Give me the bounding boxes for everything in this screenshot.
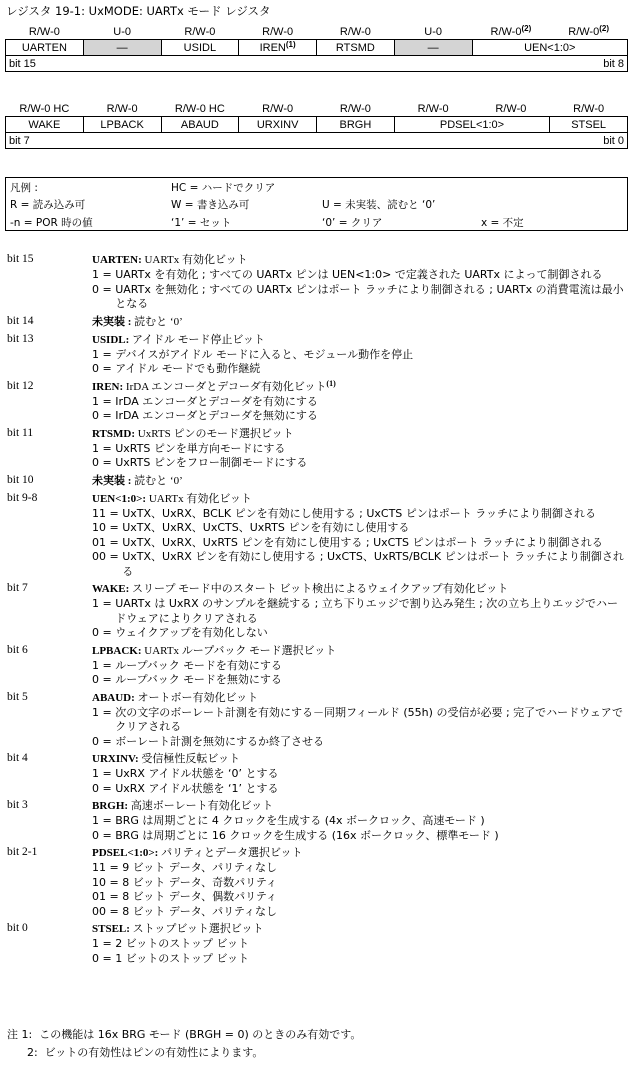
- bit-value-line: [92, 521, 629, 536]
- bit-number: bit 13: [7, 332, 34, 345]
- access-type-text: R/W-0: [573, 102, 605, 115]
- bit-name-cell: [550, 117, 628, 133]
- bit-value-line: [92, 782, 629, 797]
- bit-value: 00 =: [92, 550, 123, 563]
- bit-field-title: オートボー有効化ビット: [134, 691, 259, 704]
- legend-clear: ‘0’ = クリア: [322, 217, 383, 229]
- notes: [7, 1026, 361, 1062]
- bit-field-name: IREN:: [92, 380, 124, 393]
- bit-value: 0 =: [92, 456, 116, 469]
- legend-hc: HC = ハードでクリア: [171, 182, 276, 194]
- bit-value-meaning: UxTX、UxRX、UxCTS、UxRTS ピンを有効にし使用する: [122, 521, 410, 534]
- legend-box: [5, 177, 628, 231]
- bit-number: bit 10: [7, 473, 34, 486]
- bit-name-cell: [317, 117, 395, 133]
- access-type: [161, 101, 239, 117]
- bit-value-meaning: UARTx は UxRX のサンプルを継続する ; 立ち下りエッジで割り込み発生 ; 次の立ち上りエッジでハードウェアによりクリアされる: [115, 597, 619, 625]
- bit-name-cell: [83, 40, 161, 56]
- access-type: [6, 24, 84, 40]
- bit-name: BRGH: [339, 118, 372, 131]
- bit-value-meaning: 8 ビット データ、偶数パリティ: [122, 890, 278, 903]
- bit-value: 0 =: [92, 951, 116, 965]
- bit-entry: [7, 752, 629, 796]
- bit-value: 1 =: [92, 597, 116, 610]
- bit-description: [92, 582, 629, 641]
- bit-heading: [92, 380, 629, 395]
- bit-value: 1 =: [92, 658, 116, 672]
- access-type: [550, 24, 628, 40]
- bit-value-meaning: デバイスがアイドル モードに入ると、モジュール動作を停止: [115, 347, 414, 361]
- access-type-note: (2): [599, 24, 609, 33]
- bit-heading: [92, 644, 629, 659]
- bit-heading: [92, 315, 629, 330]
- bit-left-label: bit 15: [9, 57, 36, 70]
- bit-right-label: bit 8: [603, 57, 624, 70]
- access-type: [550, 101, 628, 117]
- bit-number: bit 2-1: [7, 846, 38, 858]
- bit-name: STSEL: [571, 118, 607, 131]
- bit-name-cell: [317, 40, 395, 56]
- bit-field-name: RTSMD:: [92, 427, 136, 440]
- access-type-text: U-0: [113, 25, 131, 38]
- bit-number-row: [6, 133, 628, 149]
- bit-value: 10 =: [92, 875, 123, 889]
- bit-value-line: [92, 395, 629, 410]
- bit-value-line: [92, 876, 629, 891]
- access-type-note: (2): [521, 24, 532, 33]
- bit-value: 1 =: [92, 705, 116, 719]
- bit-name: USIDL: [183, 41, 217, 54]
- bit-description: [92, 427, 629, 471]
- bit-value-line: [92, 767, 629, 782]
- bit-value-meaning: UxRX アイドル状態を ‘0’ とする: [115, 767, 279, 780]
- access-type-text: R/W-0: [262, 25, 294, 38]
- legend-u: U = 未実装、読むと ‘0’: [322, 199, 436, 211]
- bit-field-name: ABAUD:: [92, 691, 135, 704]
- bit-value-meaning: UxRTS ピンをフロー制御モードにする: [115, 456, 308, 469]
- legend-heading: 凡例 :: [10, 182, 38, 194]
- bit-description: [92, 474, 629, 489]
- bit-description: [92, 752, 629, 796]
- bit-entry: [7, 253, 629, 312]
- bit-field-title: 読むと ‘0’: [131, 474, 183, 487]
- bit-number: bit 5: [7, 690, 28, 703]
- bit-value: 0 =: [92, 781, 116, 795]
- access-type-text: R/W-0: [339, 25, 371, 38]
- access-type-text: R/W-0: [339, 102, 371, 115]
- bit-value: 0 =: [92, 673, 116, 686]
- bit-value-meaning: UxTX、UxRX、UxRTS ピンを有効にし使用する ; UxCTS ピンはポート ラッチにより制御される: [122, 535, 603, 549]
- bit-value: 0 =: [92, 626, 116, 639]
- access-type: [83, 24, 161, 40]
- bit-description: [92, 691, 629, 750]
- bit-value-meaning: UxRTS ピンを単方向モードにする: [115, 441, 286, 455]
- bit-value: 0 =: [92, 734, 116, 748]
- bit-entry: [7, 492, 629, 580]
- bit-number: bit 7: [7, 582, 28, 594]
- legend-w: W = 書き込み可: [171, 199, 250, 211]
- access-type: [161, 24, 239, 40]
- bit-name-cell: [394, 117, 550, 133]
- bit-value-meaning: UxTX、UxRX ピンを有効にし使用する ; UxCTS、UxRTS/BCLK ピンはポート ラッチにより制御される: [122, 550, 624, 578]
- bit-name: LPBACK: [100, 118, 144, 131]
- bit-value: 0 =: [92, 828, 116, 842]
- bit-name-cell: [394, 40, 472, 56]
- bit-name-row: [6, 40, 628, 56]
- note-2-text: ビットの有効性はピンの有効性によります。: [44, 1046, 264, 1059]
- bit-heading: [92, 752, 629, 767]
- bit-value-meaning: ループバック モードを有効にする: [115, 658, 282, 672]
- bit-value: 0 =: [92, 282, 116, 296]
- bit-value: 0 =: [92, 409, 116, 422]
- bit-value-line: [92, 829, 629, 844]
- bit-field-title: IrDA エンコーダとデコーダ有効化ビット: [123, 380, 327, 393]
- bit-value-line: [92, 890, 629, 905]
- bit-field-title: パリティとデータ選択ビット: [158, 847, 303, 859]
- bit-value-meaning: UARTx を無効化 ; すべての UARTx ピンはポート ラッチにより制御される ; UARTx の消費電流は最小となる: [115, 282, 624, 310]
- bit-field-name: UEN<1:0>:: [92, 492, 147, 505]
- bit-name: RTSMD: [335, 41, 375, 54]
- bit-entry: [7, 315, 629, 330]
- bit-description: [92, 380, 629, 424]
- bit-value-line: [92, 735, 629, 750]
- bit-number: bit 12: [7, 379, 34, 392]
- bit-heading: [92, 474, 629, 489]
- bit-description: [92, 846, 629, 919]
- bit-value-meaning: UxRX アイドル状態を ‘1’ とする: [115, 781, 279, 795]
- note-1-number: 1:: [21, 1028, 33, 1041]
- bit-entry: [7, 427, 629, 471]
- bit-value: 10 =: [92, 521, 123, 534]
- access-row: [6, 24, 628, 40]
- access-type-text: R/W-0 HC: [19, 102, 70, 115]
- access-type-text: R/W-0: [106, 102, 138, 115]
- bit-value-line: [92, 550, 629, 579]
- access-type-text: R/W-0: [490, 25, 522, 38]
- bit-description: [92, 492, 629, 580]
- bit-value-line: [92, 937, 629, 952]
- bit-entry: [7, 582, 629, 641]
- bit-heading: [92, 922, 629, 937]
- bit-name-cell: [6, 40, 84, 56]
- access-type: [394, 24, 472, 40]
- bit-value-meaning: 次の文字のボーレート計測を有効にする－同期フィールド (55h) の受信が必要 ; 完了でハードウェアでクリアされる: [115, 705, 624, 733]
- bit-field-title: UARTx 有効化ビット: [141, 254, 248, 266]
- bit-value-meaning: ループバック モードを無効にする: [115, 673, 282, 686]
- bit-value: 11 =: [92, 861, 123, 874]
- bit-heading: [92, 846, 629, 861]
- bit-value-meaning: IrDA エンコーダとデコーダを無効にする: [115, 409, 318, 422]
- bit-number: bit 11: [7, 426, 34, 439]
- bit-value-line: [92, 348, 629, 363]
- access-type-text: R/W-0: [184, 25, 216, 38]
- bit-number: bit 6: [7, 643, 28, 656]
- bit-value-meaning: BRG は周期ごとに 16 クロックを生成する (16x ボークロック、標準モード ): [115, 828, 499, 842]
- bit-value-line: [92, 861, 629, 876]
- bit-field-title: 高速ボーレート有効化ビット: [128, 800, 274, 812]
- access-type: [239, 101, 317, 117]
- bit-entry: [7, 922, 629, 966]
- bit-field-name: BRGH:: [92, 800, 129, 812]
- bit-value-line: [92, 456, 629, 471]
- bit-name: —: [116, 41, 128, 54]
- bit-number: bit 4: [7, 752, 28, 764]
- bit-entry: [7, 380, 629, 424]
- bit-right-label: bit 0: [603, 134, 624, 147]
- bit-name: IREN: [259, 41, 286, 54]
- bit-description: [92, 315, 629, 330]
- bit-value-meaning: UARTx を有効化 ; すべての UARTx ピンは UEN<1:0> で定義された UARTx によって制御される: [115, 268, 603, 281]
- bit-entry: [7, 474, 629, 489]
- access-type: [83, 101, 161, 117]
- access-type-text: R/W-0: [568, 25, 600, 38]
- note-1: [7, 1026, 361, 1044]
- bit-value-line: [92, 409, 629, 424]
- bit-value-line: [92, 283, 629, 312]
- bit-heading: [92, 799, 629, 814]
- bit-value: 01 =: [92, 535, 123, 549]
- bit-number: bit 0: [7, 922, 28, 934]
- bit-entry: [7, 799, 629, 843]
- bit-value: 11 =: [92, 506, 123, 520]
- access-type-text: U-0: [424, 25, 442, 38]
- bit-value-line: [92, 362, 629, 377]
- bit-field-name: PDSEL<1:0>:: [92, 847, 159, 859]
- bit-value: 1 =: [92, 814, 116, 827]
- bit-value-line: [92, 659, 629, 674]
- bit-field-name: 未実装 :: [92, 474, 132, 487]
- bit-heading: [92, 427, 629, 442]
- bit-left-label: bit 7: [9, 134, 30, 147]
- bit-value: 1 =: [92, 347, 116, 361]
- bit-field-name: USIDL:: [92, 333, 130, 346]
- access-type: [6, 101, 84, 117]
- bit-field-title: アイドル モード停止ビット: [129, 333, 265, 346]
- bit-field-name: STSEL:: [92, 923, 130, 935]
- bit-name-cell: [472, 40, 628, 56]
- bit-value-line: [92, 706, 629, 735]
- bit-name: ABAUD: [180, 118, 219, 131]
- bit-name-cell: [239, 117, 317, 133]
- note-2-number: 2:: [27, 1046, 38, 1059]
- bit-value: 1 =: [92, 441, 116, 455]
- bit-field-note: (1): [326, 378, 336, 388]
- bit-field-title: ストップビット選択ビット: [129, 923, 264, 935]
- bit-field-title: スリープ モード中のスタート ビット検出によるウェイクアップ有効化ビット: [129, 583, 509, 595]
- access-type-text: R/W-0: [495, 102, 527, 115]
- bit-description: [92, 333, 629, 377]
- bit-name: PDSEL<1:0>: [439, 118, 505, 131]
- bit-heading: [92, 691, 629, 706]
- bit-entry: [7, 846, 629, 919]
- bit-description: [92, 644, 629, 688]
- bit-name-cell: [161, 40, 239, 56]
- bit-field-name: UARTEN:: [92, 254, 142, 266]
- bit-heading: [92, 253, 629, 268]
- bit-field-title: 読むと ‘0’: [131, 315, 183, 328]
- bit-entry: [7, 644, 629, 688]
- access-type: [317, 101, 395, 117]
- register-low-byte: [5, 101, 628, 149]
- bit-name: —: [427, 41, 439, 54]
- bit-field-title: UARTx 有効化ビット: [146, 492, 252, 505]
- bit-value-line: [92, 814, 629, 829]
- bit-number: bit 15: [7, 253, 34, 265]
- bit-name: UARTEN: [21, 41, 67, 54]
- bit-entry: [7, 691, 629, 750]
- access-type: [472, 24, 550, 40]
- bit-field-title: 受信極性反転ビット: [138, 753, 240, 765]
- bit-value-meaning: IrDA エンコーダとデコーダを有効にする: [115, 394, 318, 408]
- bit-description: [92, 922, 629, 966]
- bit-value-meaning: 9 ビット データ、パリティなし: [122, 861, 278, 874]
- bit-range-cell: [6, 133, 628, 149]
- bit-entry: [7, 333, 629, 377]
- bit-value: 01 =: [92, 890, 123, 903]
- bit-value: 00 =: [92, 904, 123, 918]
- bit-value-meaning: ボーレート計測を無効にするか終了させる: [115, 734, 324, 748]
- access-type-text: R/W-0 HC: [174, 102, 225, 115]
- bit-description: [92, 799, 629, 843]
- bit-name-cell: [6, 117, 84, 133]
- legend-x: x = 不定: [481, 217, 524, 229]
- bit-definitions: [7, 253, 629, 969]
- bit-value-meaning: 8 ビット データ、パリティなし: [122, 904, 278, 918]
- bit-name: WAKE: [28, 118, 61, 131]
- bit-heading: [92, 333, 629, 348]
- bit-value: 1 =: [92, 268, 116, 281]
- bit-value-line: [92, 626, 629, 641]
- bit-name-cell: [161, 117, 239, 133]
- bit-number: bit 9-8: [7, 491, 38, 504]
- bit-number: bit 3: [7, 799, 28, 811]
- bit-name: UEN<1:0>: [524, 41, 576, 54]
- register-title: レジスタ 19-1: UxMODE: UARTx モード レジスタ: [6, 4, 271, 18]
- bit-value-line: [92, 952, 629, 967]
- access-type: [472, 101, 550, 117]
- bit-number-row: [6, 56, 628, 72]
- bit-heading: [92, 492, 629, 507]
- bit-name-note: (1): [285, 39, 296, 49]
- bit-value-meaning: アイドル モードでも動作継続: [115, 362, 261, 375]
- bit-value-line: [92, 905, 629, 920]
- bit-value-meaning: 2 ビットのストップ ビット: [115, 937, 249, 950]
- access-type-text: R/W-0: [262, 102, 294, 115]
- bit-value-meaning: BRG は周期ごとに 4 クロックを生成する (4x ボークロック、高速モード ): [115, 814, 485, 827]
- bit-range-cell: [6, 56, 628, 72]
- access-row: [6, 101, 628, 117]
- access-type: [239, 24, 317, 40]
- note-label: 注: [7, 1028, 18, 1041]
- legend-por: -n = POR 時の値: [10, 217, 93, 229]
- bit-description: [92, 253, 629, 312]
- bit-value-meaning: ウェイクアップを有効化しない: [115, 626, 268, 639]
- bit-name-row: [6, 117, 628, 133]
- bit-value-line: [92, 507, 629, 522]
- bit-name-cell: [83, 117, 161, 133]
- bit-field-name: URXINV:: [92, 753, 139, 765]
- bit-number: bit 14: [7, 314, 34, 327]
- bit-heading: [92, 582, 629, 597]
- bit-value: 1 =: [92, 937, 116, 950]
- bit-value-line: [92, 597, 629, 626]
- legend-r: R = 読み込み可: [10, 199, 86, 211]
- bit-value-meaning: 8 ビット データ、奇数パリティ: [122, 875, 278, 889]
- bit-field-title: UxRTS ピンのモード選択ビット: [135, 427, 294, 440]
- bit-name-cell: [239, 40, 317, 56]
- bit-value-line: [92, 442, 629, 457]
- bit-field-title: UARTx ループバック モード選択ビット: [141, 644, 337, 657]
- bit-value-meaning: 1 ビットのストップ ビット: [115, 951, 249, 965]
- note-2: [7, 1044, 361, 1062]
- bit-value: 0 =: [92, 362, 116, 375]
- bit-value: 1 =: [92, 394, 116, 408]
- legend-set: ‘1’ = セット: [171, 217, 232, 229]
- bit-field-name: WAKE:: [92, 583, 130, 595]
- access-type-text: R/W-0: [28, 25, 60, 38]
- bit-value-line: [92, 673, 629, 688]
- bit-value-line: [92, 536, 629, 551]
- access-type: [394, 101, 472, 117]
- access-type-text: R/W-0: [417, 102, 449, 115]
- register-high-byte: [5, 24, 628, 72]
- bit-field-name: LPBACK:: [92, 644, 142, 657]
- note-1-text: この機能は 16x BRG モード (BRGH = 0) のときのみ有効です。: [39, 1028, 362, 1041]
- bit-name: URXINV: [256, 118, 299, 131]
- bit-field-name: 未実装 :: [92, 315, 132, 328]
- access-type: [317, 24, 395, 40]
- bit-value: 1 =: [92, 767, 116, 780]
- bit-value-meaning: UxTX、UxRX、BCLK ピンを有効にし使用する ; UxCTS ピンはポート ラッチにより制御される: [122, 506, 597, 520]
- bit-value-line: [92, 268, 629, 283]
